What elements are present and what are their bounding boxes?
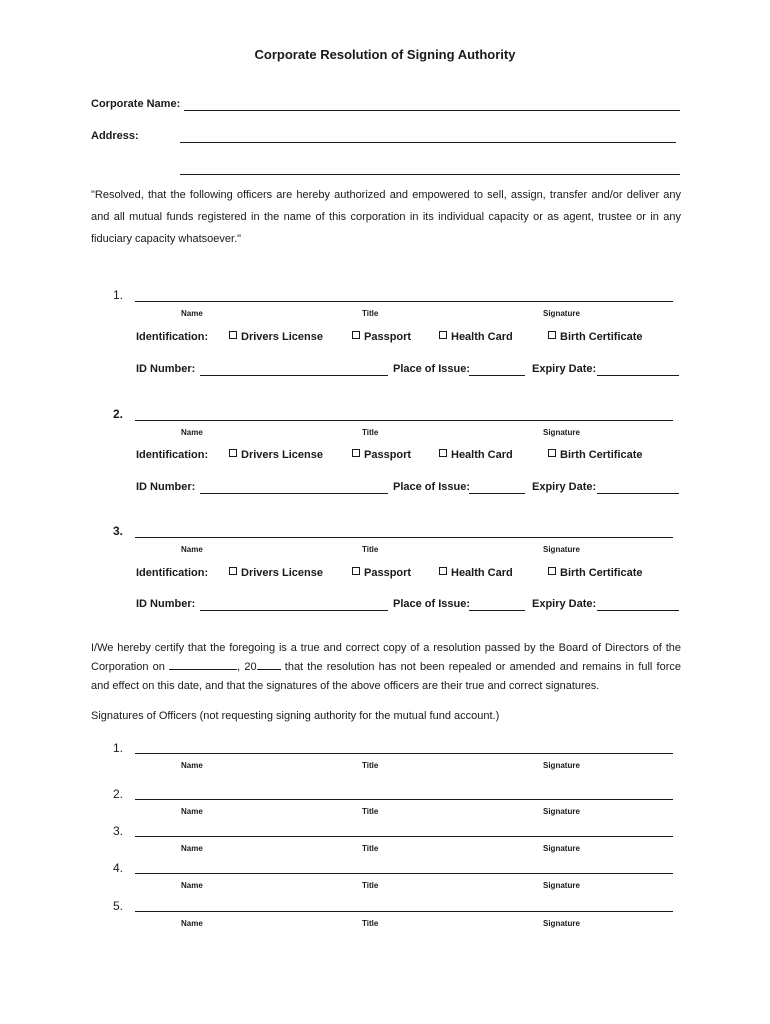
title-column-label: Title	[362, 844, 379, 853]
checkbox-icon	[548, 331, 556, 339]
name-column-label: Name	[181, 309, 203, 318]
checkbox-icon	[352, 567, 360, 575]
officer-number: 3.	[113, 524, 124, 538]
place-of-issue-field[interactable]	[469, 493, 525, 494]
birth-certificate-checkbox[interactable]: Birth Certificate	[548, 567, 643, 579]
checkbox-icon	[439, 449, 447, 457]
place-of-issue-field[interactable]	[469, 610, 525, 611]
signature-row-number: 1.	[113, 741, 124, 755]
resolution-date-field[interactable]	[169, 659, 237, 670]
id-number-label: ID Number:	[136, 481, 196, 493]
identification-label: Identification:	[136, 449, 209, 461]
place-of-issue-label: Place of Issue:	[393, 481, 471, 493]
title-column-label: Title	[362, 545, 379, 554]
signature-row-number: 3.	[113, 824, 124, 838]
checkbox-icon	[548, 567, 556, 575]
signature-column-label: Signature	[543, 428, 580, 437]
name-column-label: Name	[181, 881, 203, 890]
health-card-checkbox[interactable]: Health Card	[439, 449, 513, 461]
id-number-field[interactable]	[200, 493, 388, 494]
certification-text: I/We hereby certify that the foregoing is a true and correct copy of a resolution passed by the Board of Directors of the Corporation on , 20 that the resolution has not been repealed or amended and remains in full force and effect on this date, and that the signatures of the above officers are their true and correct signatures.	[91, 642, 681, 692]
checkbox-icon	[548, 449, 556, 457]
title-column-label: Title	[362, 807, 379, 816]
officer-number: 2.	[113, 407, 124, 421]
birth-certificate-checkbox[interactable]: Birth Certificate	[548, 449, 643, 461]
officer-number: 1.	[113, 288, 124, 302]
health-card-checkbox[interactable]: Health Card	[439, 331, 513, 343]
checkbox-icon	[229, 449, 237, 457]
signature-row-number: 4.	[113, 861, 124, 875]
address-line-2-field[interactable]	[180, 174, 680, 175]
expiry-date-field[interactable]	[597, 610, 679, 611]
checkbox-icon	[439, 567, 447, 575]
checkbox-icon	[352, 449, 360, 457]
id-number-label: ID Number:	[136, 363, 196, 375]
officer-1-signature-line[interactable]	[135, 301, 673, 302]
expiry-date-label: Expiry Date:	[532, 598, 597, 610]
page-title: Corporate Resolution of Signing Authority	[254, 47, 516, 62]
name-column-label: Name	[181, 428, 203, 437]
identification-label: Identification:	[136, 331, 209, 343]
title-column-label: Title	[362, 428, 379, 437]
identification-label: Identification:	[136, 567, 209, 579]
signature-row-2-line[interactable]	[135, 799, 673, 800]
signature-column-label: Signature	[543, 881, 580, 890]
name-column-label: Name	[181, 919, 203, 928]
birth-certificate-checkbox[interactable]: Birth Certificate	[548, 331, 643, 343]
expiry-date-field[interactable]	[597, 493, 679, 494]
resolution-text: "Resolved, that the following officers are hereby authorized and empowered to sell, assign, transfer and/or deliver any and all mutual funds registered in the name of this corporation in its individual capacity or as agent, trustee or in any fiduciary capacity whatsoever."	[91, 189, 681, 245]
address-label: Address:	[91, 130, 139, 142]
passport-checkbox[interactable]: Passport	[352, 567, 411, 579]
expiry-date-label: Expiry Date:	[532, 363, 597, 375]
drivers-license-checkbox[interactable]: Drivers License	[229, 331, 323, 343]
signature-column-label: Signature	[543, 919, 580, 928]
expiry-date-field[interactable]	[597, 375, 679, 376]
id-number-label: ID Number:	[136, 598, 196, 610]
name-column-label: Name	[181, 807, 203, 816]
title-column-label: Title	[362, 761, 379, 770]
id-number-field[interactable]	[200, 610, 388, 611]
corporate-name-label: Corporate Name:	[91, 98, 181, 110]
expiry-date-label: Expiry Date:	[532, 481, 597, 493]
signature-column-label: Signature	[543, 545, 580, 554]
id-number-field[interactable]	[200, 375, 388, 376]
drivers-license-checkbox[interactable]: Drivers License	[229, 449, 323, 461]
name-column-label: Name	[181, 545, 203, 554]
signature-row-3-line[interactable]	[135, 836, 673, 837]
signature-row-4-line[interactable]	[135, 873, 673, 874]
place-of-issue-label: Place of Issue:	[393, 363, 471, 375]
signature-row-5-line[interactable]	[135, 911, 673, 912]
signature-row-number: 2.	[113, 787, 124, 801]
place-of-issue-field[interactable]	[469, 375, 525, 376]
passport-checkbox[interactable]: Passport	[352, 331, 411, 343]
officer-2-signature-line[interactable]	[135, 420, 673, 421]
title-column-label: Title	[362, 309, 379, 318]
passport-checkbox[interactable]: Passport	[352, 449, 411, 461]
signature-column-label: Signature	[543, 761, 580, 770]
signature-column-label: Signature	[543, 309, 580, 318]
signature-column-label: Signature	[543, 807, 580, 816]
name-column-label: Name	[181, 844, 203, 853]
name-column-label: Name	[181, 761, 203, 770]
checkbox-icon	[229, 567, 237, 575]
officer-3-signature-line[interactable]	[135, 537, 673, 538]
drivers-license-checkbox[interactable]: Drivers License	[229, 567, 323, 579]
place-of-issue-label: Place of Issue:	[393, 598, 471, 610]
signature-row-1-line[interactable]	[135, 753, 673, 754]
checkbox-icon	[229, 331, 237, 339]
checkbox-icon	[439, 331, 447, 339]
signature-column-label: Signature	[543, 844, 580, 853]
resolution-year-field[interactable]	[257, 659, 281, 670]
health-card-checkbox[interactable]: Health Card	[439, 567, 513, 579]
signature-row-number: 5.	[113, 899, 124, 913]
corporate-name-field[interactable]	[184, 110, 680, 111]
address-line-1-field[interactable]	[180, 142, 676, 143]
signatures-heading: Signatures of Officers (not requesting signing authority for the mutual fund account.)	[91, 710, 500, 722]
title-column-label: Title	[362, 919, 379, 928]
checkbox-icon	[352, 331, 360, 339]
title-column-label: Title	[362, 881, 379, 890]
